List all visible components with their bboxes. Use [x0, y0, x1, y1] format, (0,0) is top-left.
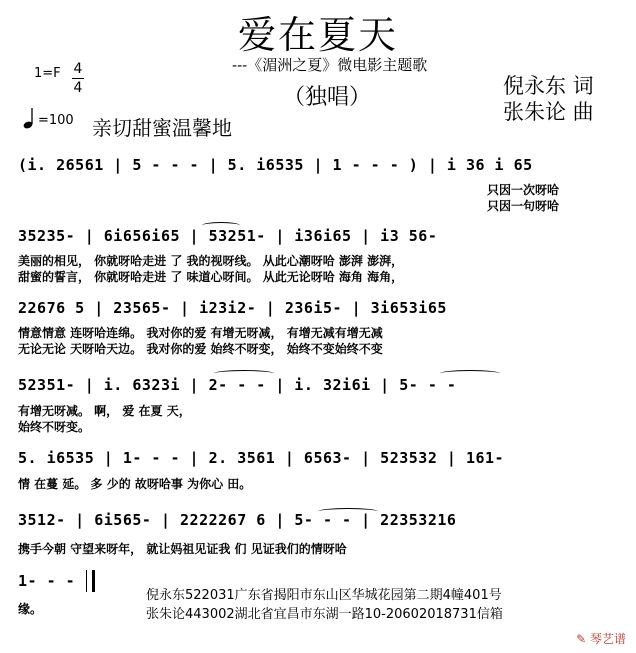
slur-mark: [440, 370, 500, 377]
lyric-row-3-verse-1: 情意情意 连呀哈连绵。 我对你的爱 有增无呀减， 有增无减有增无减: [18, 326, 383, 340]
notation-row-5: 5. i6535 | 1- - - | 2. 3561 | 6563- | 523532 | 161-: [18, 449, 505, 467]
key-signature: 1=F: [34, 66, 61, 81]
lyric-row-5-verse-1: 情 在蔓 延。 多 少的 故呀哈事 为你心 田。: [18, 477, 252, 491]
composer-credit: 张朱论 曲: [503, 100, 594, 124]
lyric-row-2-verse-1: 美丽的相见， 你就呀哈走进 了 我的视呀线。 从此心潮呀哈 澎湃 澎湃，: [18, 254, 404, 268]
time-signature-bottom: 4: [73, 80, 83, 96]
quarter-note-icon: [22, 106, 38, 130]
slur-mark: [318, 508, 378, 515]
song-title: 爱在夏天: [237, 13, 398, 57]
time-signature-top: 4: [73, 61, 83, 77]
final-barline-thin: [86, 570, 87, 592]
watermark-text: 琴艺谱: [589, 632, 626, 646]
notation-row-4: 52351- | i. 6323i | 2- - - | i. 32i6i | 5- - -: [18, 376, 457, 394]
notation-row-6: 3512- | 6i565- | 2222267 6 | 5- - - | 22353216: [18, 511, 457, 529]
lyric-row-1-verse-1: 只因一次呀哈: [487, 183, 560, 197]
slur-mark: [202, 222, 240, 229]
watermark-logo-icon: ✎: [576, 632, 587, 646]
time-signature: [72, 62, 84, 95]
notation-row-1: (i. 26561 | 5 - - - | 5. i6535 | 1 - - - ) | i 36 i 65: [18, 156, 533, 174]
notation-row-2: 35235- | 6i656i65 | 53251- | i36i65 | i3 56-: [18, 227, 438, 245]
lyric-row-1-verse-2: 只因一句呀哈: [487, 199, 560, 213]
lyric-row-4-verse-1: 有增无呀减。 啊， 爱 在夏 天，: [18, 404, 191, 418]
expression-marking: 亲切甜蜜温馨地: [92, 116, 232, 140]
slur-mark: [214, 370, 274, 377]
notation-row-3: 22676 5 | 23565- | i23i2- | 236i5- | 3i653i65: [18, 299, 447, 317]
lyricist-credit: 倪永东 词: [503, 74, 594, 98]
lyric-row-6-verse-1: 携手今朝 守望来呀年， 就让妈祖见证我 们 见证我们的情呀哈: [18, 542, 347, 556]
final-barline-thick: [92, 570, 95, 592]
song-subtitle: ---《湄洲之夏》微电影主题歌: [232, 56, 428, 74]
footer-address-2: 张朱论443002湖北省宜昌市东湖一路10-20602018731信箱: [146, 607, 503, 622]
time-signature-divider: [72, 78, 84, 79]
lyric-row-4-verse-2: 始终不呀变。: [18, 420, 91, 434]
performance-type: （独唱）: [283, 85, 372, 110]
footer-address-1: 倪永东522031广东省揭阳市东山区华城花园第二期4幢401号: [146, 588, 502, 603]
watermark: [576, 630, 626, 647]
tempo-marking: =100: [38, 113, 74, 128]
lyric-row-3-verse-2: 无论无论 天呀哈天边。 我对你的爱 始终不呀变， 始终不变始终不变: [18, 342, 383, 356]
lyric-row-2-verse-2: 甜蜜的誓言， 你就呀哈走进 了 味道心呀间。 从此无论呀哈 海角 海角，: [18, 270, 404, 284]
notation-row-7: 1- - -: [18, 572, 76, 590]
lyric-row-7-verse-1: 缘。: [18, 602, 43, 616]
